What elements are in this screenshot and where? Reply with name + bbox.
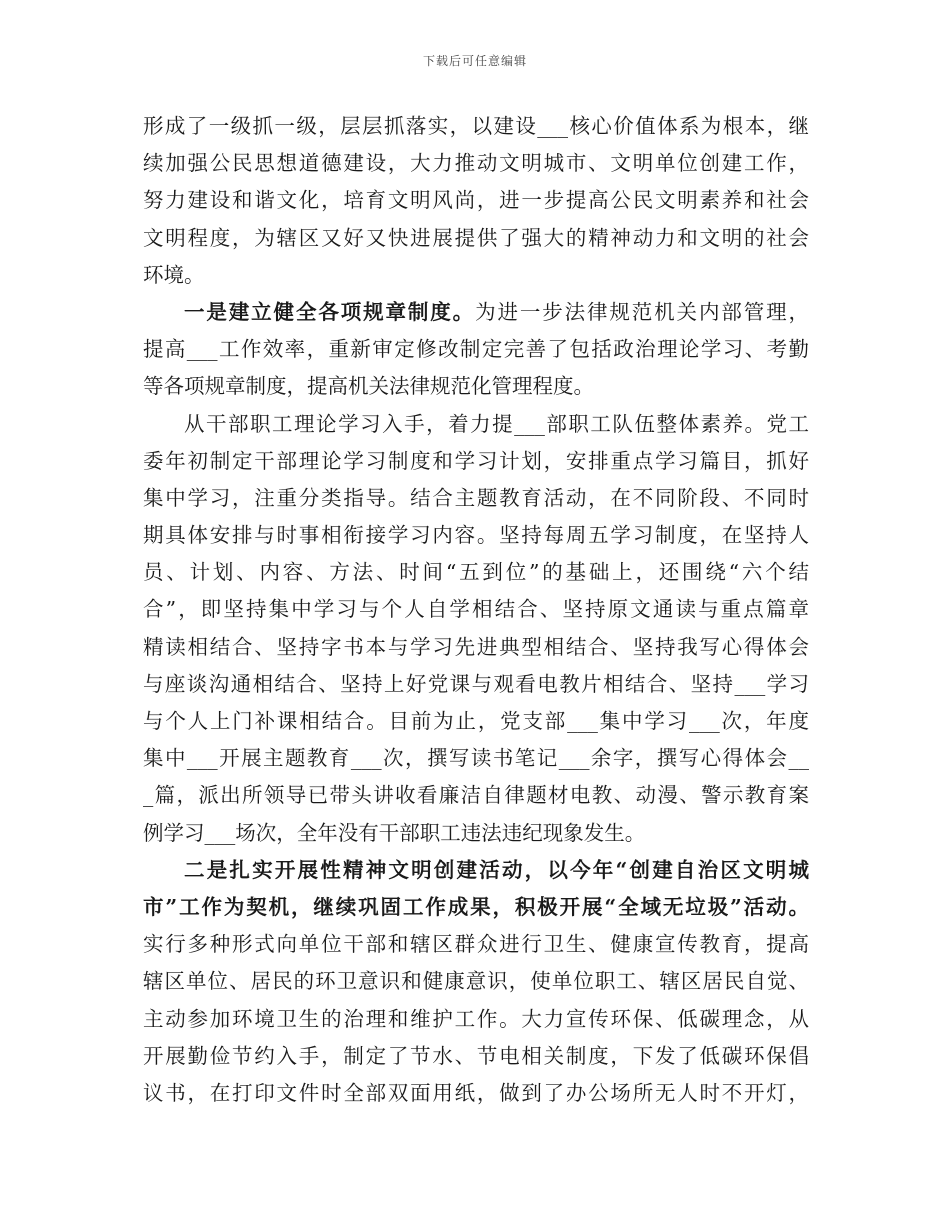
text-line: 与座谈沟通相结合、坚持上好党课与观看电教片相结合、坚持___学习 [143,671,809,696]
text-line: 辖区单位、居民的环卫意识和健康意识，使单位职工、辖区居民自觉、 [143,969,809,994]
text-line: 与个人上门补课相结合。目前为止，党支部___集中学习___次，年度 [143,709,809,733]
text-line: 集中学习，注重分类指导。结合主题教育活动，在不同阶段、不同时 [143,485,809,510]
text-line: 委年初制定干部理论学习制度和学习计划，安排重点学习篇目，抓好 [143,448,809,473]
text-line: 主动参加环境卫生的治理和维护工作。大力宣传环保、低碳理念，从 [143,1006,809,1031]
bold-heading-line: 市”工作为契机，继续巩固工作成果，积极开展“全域无垃圾”活动。 [143,894,809,919]
text-line: 努力建设和谐文化，培育文明风尚，进一步提高公民文明素养和社会 [143,188,809,213]
text-span: 为进一步法律规范机关内部管理， [475,299,810,324]
text-line: 议书，在打印文件时全部双面用纸，做到了办公场所无人时不开灯， [143,1080,809,1105]
text-line: 等各项规章制度，提高机关法律规范化管理程度。 [143,374,594,399]
text-line: 期具体安排与时事相衔接学习内容。坚持每周五学习制度，在坚持人 [143,523,809,548]
text-line: 文明程度，为辖区又好又快进展提供了强大的精神动力和文明的社会 [143,225,809,250]
text-line: 实行多种形式向单位干部和辖区群众进行卫生、健康宣传教育，提高 [143,932,809,957]
page-header-caption: 下载后可任意编辑 [422,54,527,68]
text-line: 从干部职工理论学习入手，着力提___部职工队伍整体素养。党工 [184,411,809,436]
text-line: 续加强公民思想道德建设，大力推动文明城市、文明单位创建工作， [143,151,809,176]
bold-heading: 一是建立健全各项规章制度。 [184,299,476,324]
text-line: 提高___工作效率，重新审定修改制定完善了包括政治理论学习、考勤 [143,337,809,362]
text-line: 集中___开展主题教育___次，撰写读书笔记___余字，撰写心得体会__ [143,746,809,771]
paragraph-1 [143,108,809,294]
text-line: 合”，即坚持集中学习与个人自学相结合、坚持原文通读与重点篇章 [143,597,809,622]
text-line: 员、计划、内容、方法、时间“五到位”的基础上，还围绕“六个结 [143,560,809,585]
bold-heading-line: 二是扎实开展性精神文明创建活动，以今年“创建自治区文明城 [184,857,809,882]
paragraph-3 [143,406,809,852]
paragraph-4 [143,852,809,1112]
text-line [143,294,809,331]
text-line: 精读相结合、坚持字书本与学习先进典型相结合、坚持我写心得体会 [143,634,809,659]
text-line: 开展勤俭节约入手，制定了节水、节电相关制度，下发了低碳环保倡 [143,1043,809,1068]
text-line: _篇，派出所领导已带头讲收看廉洁自律题材电教、动漫、警示教育案 [143,783,809,808]
document-body [143,108,809,1112]
text-line: 例学习___场次，全年没有干部职工违法违纪现象发生。 [143,820,646,845]
paragraph-2 [143,294,809,406]
text-line: 环境。 [143,262,205,287]
text-line: 形成了一级抓一级，层层抓落实，以建设___核心价值体系为根本，继 [143,114,809,138]
